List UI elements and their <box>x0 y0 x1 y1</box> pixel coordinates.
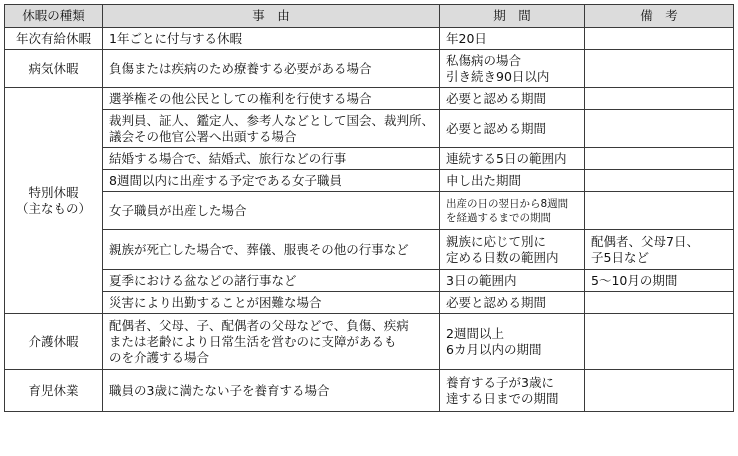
leave-period <box>440 192 585 230</box>
leave-reason: 8週間以内に出産する予定である女子職員 <box>103 170 440 192</box>
leave-remarks <box>585 110 734 148</box>
table-row <box>5 270 734 292</box>
period-line: 2週間以上 <box>446 325 504 341</box>
table-row <box>5 88 734 110</box>
leave-period: 連続する5日の範囲内 <box>440 148 585 170</box>
leave-type-line: （主なもの） <box>15 200 91 216</box>
leave-remarks <box>585 230 734 270</box>
table-row <box>5 50 734 88</box>
leave-period: 必要と認める期間 <box>440 110 585 148</box>
reason-line: 配偶者、父母、子、配偶者の父母などで、負傷、疾病 <box>109 317 409 333</box>
leave-remarks <box>585 370 734 412</box>
leave-type: 年次有給休暇 <box>5 28 103 50</box>
table-row <box>5 148 734 170</box>
leave-reason: 女子職員が出産した場合 <box>103 192 440 230</box>
remarks-line: 子5日など <box>591 249 649 265</box>
leave-remarks <box>585 148 734 170</box>
table-row <box>5 110 734 148</box>
table-row <box>5 192 734 230</box>
header-type: 休暇の種類 <box>5 5 103 28</box>
period-line: 出産の日の翌日から8週間 <box>446 197 569 210</box>
leave-reason: 夏季における盆などの諸行事など <box>103 270 440 292</box>
header-reason: 事 由 <box>103 5 440 28</box>
leave-reason: 負傷または疾病のため療養する必要がある場合 <box>103 50 440 88</box>
leave-reason <box>103 314 440 370</box>
period-line: を経過するまでの期間 <box>446 211 551 224</box>
reason-line: 議会その他官公署へ出頭する場合 <box>109 128 297 144</box>
leave-type: 介護休暇 <box>5 314 103 370</box>
table-row <box>5 170 734 192</box>
leave-period: 3日の範囲内 <box>440 270 585 292</box>
period-line: 定める日数の範囲内 <box>446 249 559 265</box>
leave-remarks: 5～10月の期間 <box>585 270 734 292</box>
header-period: 期 間 <box>440 5 585 28</box>
leave-period <box>440 230 585 270</box>
leave-type <box>5 88 103 314</box>
leave-period: 必要と認める期間 <box>440 292 585 314</box>
header-row <box>5 5 734 28</box>
period-line: 6カ月以内の期間 <box>446 341 542 357</box>
leave-type: 育児休業 <box>5 370 103 412</box>
table-row <box>5 370 734 412</box>
leave-reason: 災害により出勤することが困難な場合 <box>103 292 440 314</box>
leave-type-line: 特別休暇 <box>28 184 79 200</box>
leave-remarks <box>585 192 734 230</box>
leave-remarks <box>585 28 734 50</box>
leave-reason: 職員の3歳に満たない子を養育する場合 <box>103 370 440 412</box>
reason-line: 裁判員、証人、鑑定人、参考人などとして国会、裁判所、 <box>109 112 435 128</box>
leave-period: 必要と認める期間 <box>440 88 585 110</box>
leave-period: 年20日 <box>440 28 585 50</box>
leave-period <box>440 314 585 370</box>
period-line: 達する日までの期間 <box>446 390 559 406</box>
table-row <box>5 230 734 270</box>
period-line: 私傷病の場合 <box>446 52 522 68</box>
remarks-line: 配偶者、父母7日、 <box>591 233 699 249</box>
leave-remarks <box>585 50 734 88</box>
leave-type: 病気休暇 <box>5 50 103 88</box>
leave-period: 申し出た期間 <box>440 170 585 192</box>
leave-period <box>440 50 585 88</box>
leave-remarks <box>585 314 734 370</box>
leave-period <box>440 370 585 412</box>
period-line: 親族に応じて別に <box>446 233 547 249</box>
table-row <box>5 28 734 50</box>
leave-remarks <box>585 170 734 192</box>
reason-line: または老齢により日常生活を営むのに支障があるも <box>109 333 397 349</box>
leave-remarks <box>585 88 734 110</box>
reason-line: のを介護する場合 <box>109 349 210 365</box>
table-row <box>5 292 734 314</box>
leave-reason: 結婚する場合で、結婚式、旅行などの行事 <box>103 148 440 170</box>
header-remarks: 備 考 <box>585 5 734 28</box>
leave-reason <box>103 110 440 148</box>
period-line: 引き続き90日以内 <box>446 68 550 84</box>
leave-reason: 選挙権その他公民としての権利を行使する場合 <box>103 88 440 110</box>
leave-reason: 親族が死亡した場合で、葬儀、服喪その他の行事など <box>103 230 440 270</box>
leave-reason: 1年ごとに付与する休暇 <box>103 28 440 50</box>
leave-remarks <box>585 292 734 314</box>
leave-table <box>4 4 734 412</box>
table-row <box>5 314 734 370</box>
period-line: 養育する子が3歳に <box>446 374 554 390</box>
